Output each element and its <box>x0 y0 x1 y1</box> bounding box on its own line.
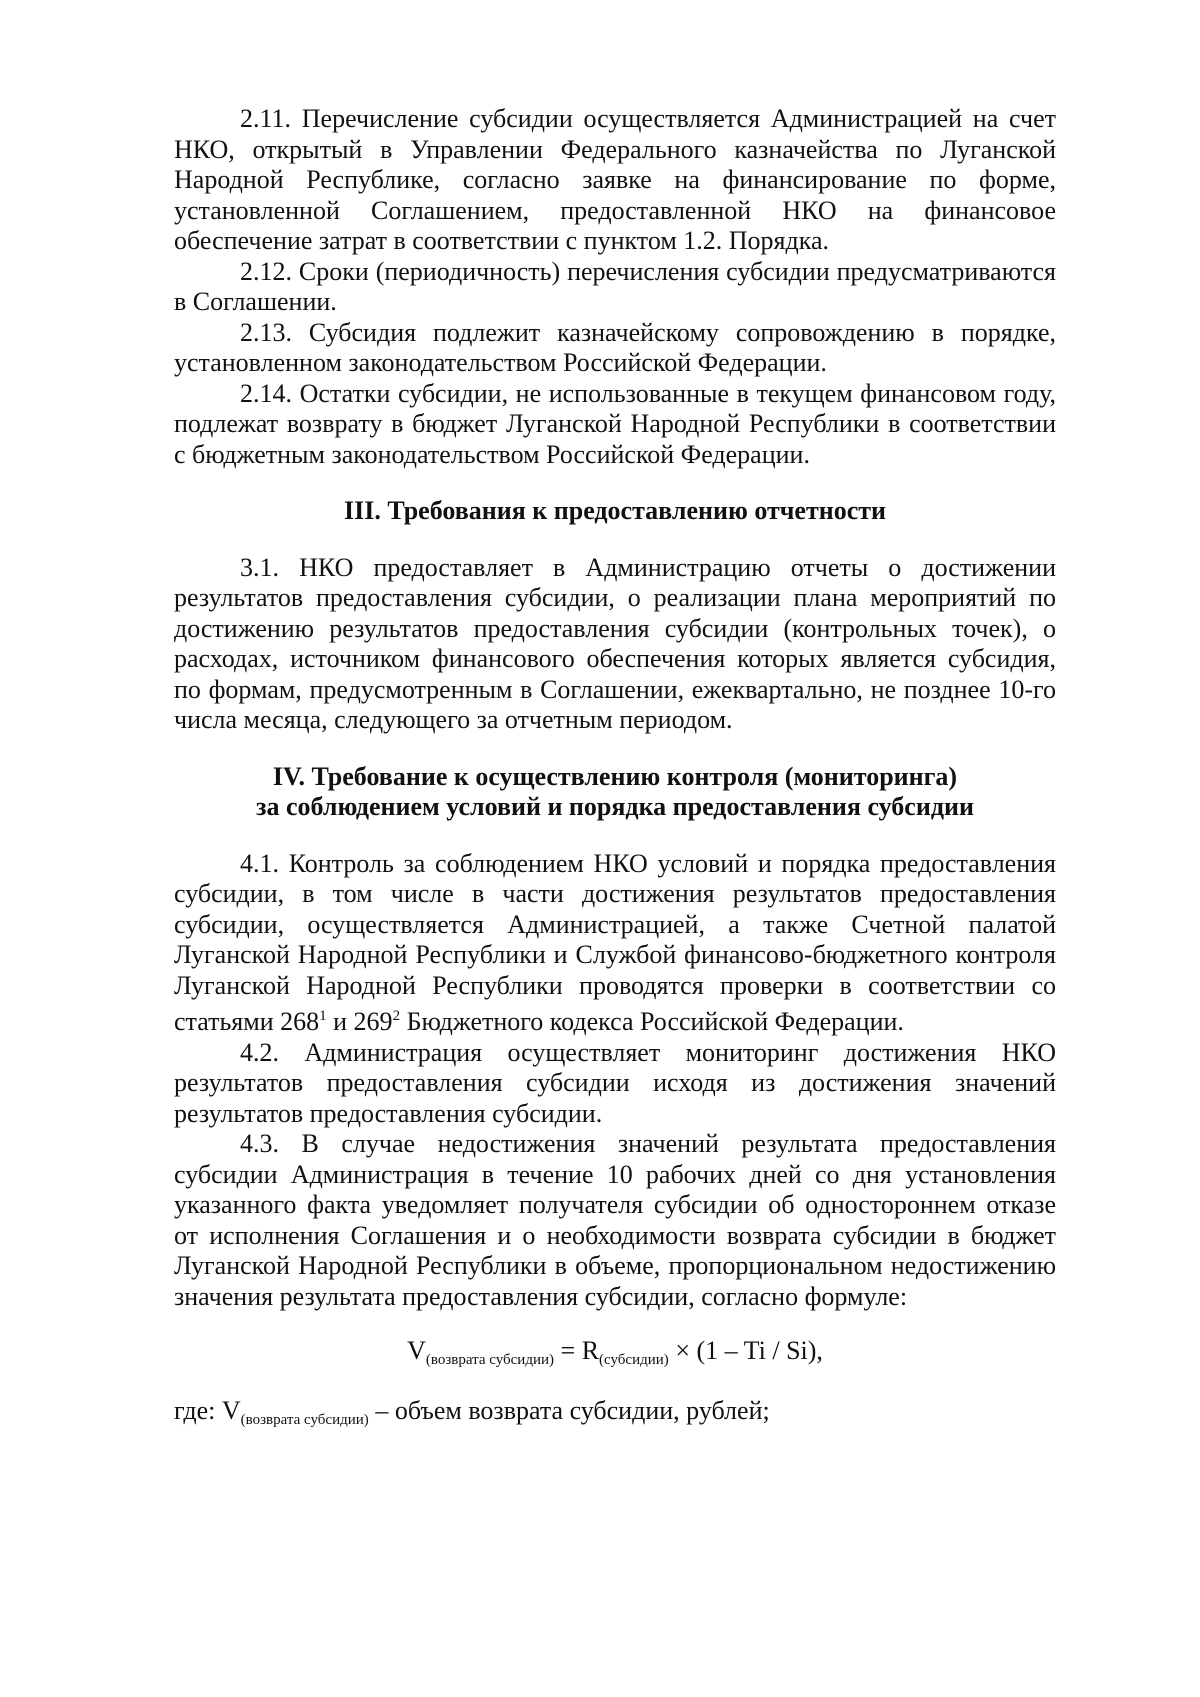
paragraph-2-13: 2.13. Субсидия подлежит казначейскому сопровождению в порядке, установленном законодательством Российской Федерации. <box>174 317 1056 377</box>
section-heading-4-line2: за соблюдением условий и порядка предоставления субсидии <box>256 792 974 821</box>
paragraph-2-14: 2.14. Остатки субсидии, не использованные в текущем финансовом году, подлежат возврату в бюджет Луганской Народной Республики в соответствии с бюджетным законодательством Российской Федерации. <box>174 378 1056 469</box>
superscript-1: 1 <box>319 1008 327 1024</box>
formula-v: V <box>407 1336 426 1365</box>
formula <box>174 1336 1056 1376</box>
definition-text: – объем возврата субсидии, рублей; <box>368 1395 770 1425</box>
superscript-2: 2 <box>392 1008 401 1024</box>
paragraph-2-11: 2.11. Перечисление субсидии осуществляется Администрацией на счет НКО, открытый в Управлении Федерального казначейства по Луганской Народной Республике, согласно заявке на финансирование по форме, установленной Соглашением, предоставленной НКО на финансовое обеспечение затрат в соответствии с пунктом 1.2. Порядка. <box>174 104 1056 255</box>
section-heading-4 <box>174 762 1056 823</box>
document-page <box>174 104 1056 1435</box>
definition-subscript: (возврата субсидии) <box>240 1411 369 1428</box>
definition-prefix: где: V <box>174 1395 241 1425</box>
paragraph-2-12: 2.12. Сроки (периодичность) перечисления субсидии предусматриваются в Соглашении. <box>174 256 1056 316</box>
paragraph-4-1 <box>174 849 1056 1038</box>
section-heading-4-line1: IV. Требование к осуществлению контроля (мониторинга) <box>272 761 958 791</box>
formula-r-subscript: (субсидии) <box>599 1352 669 1368</box>
formula-rest: × (1 – Ti / Si), <box>668 1336 823 1365</box>
paragraph-4-1-text-b: и 269 <box>326 1007 393 1036</box>
formula-definition <box>174 1396 1056 1436</box>
paragraph-4-3: 4.3. В случае недостижения значений результата предоставления субсидии Администрация в течение 10 рабочих дней со дня установления указанного факта уведомляет получателя субсидии об одностороннем отказе от исполнения Соглашения и о необходимости возврата субсидии в бюджет Луганской Народной Республики в объеме, пропорциональном недостижению значения результата предоставления субсидии, согласно формуле: <box>174 1129 1056 1311</box>
formula-equals-r: = R <box>554 1336 600 1365</box>
formula-v-subscript: (возврата субсидии) <box>425 1352 555 1368</box>
paragraph-4-2: 4.2. Администрация осуществляет мониторинг достижения НКО результатов предоставления субсидии исходя из достижения значений результатов предоставления субсидии. <box>174 1037 1056 1128</box>
paragraph-3-1: 3.1. НКО предоставляет в Администрацию отчеты о достижении результатов предоставления субсидии, о реализации плана мероприятий по достижению результатов предоставления субсидии (контрольных точек), о расходах, источником финансового обеспечения которых является субсидия, по формам, предусмотренным в Соглашении, ежеквартально, не позднее 10-го числа месяца, следующего за отчетным периодом. <box>174 552 1056 734</box>
section-heading-3: III. Требования к предоставлению отчетности <box>343 496 886 525</box>
paragraph-4-1-text-a: 4.1. Контроль за соблюдением НКО условий и порядка предоставления субсидии, в том числе в части достижения результатов предоставления субсидии, осуществляется Администрацией, а также Счетной палатой Луганской Народной Республики и Службой финансово-бюджетного контроля Луганской Народной Республики проводятся проверки в соответствии со статьями 268 <box>174 848 1056 1036</box>
paragraph-4-1-text-c: Бюджетного кодекса Российской Федерации. <box>400 1007 904 1036</box>
